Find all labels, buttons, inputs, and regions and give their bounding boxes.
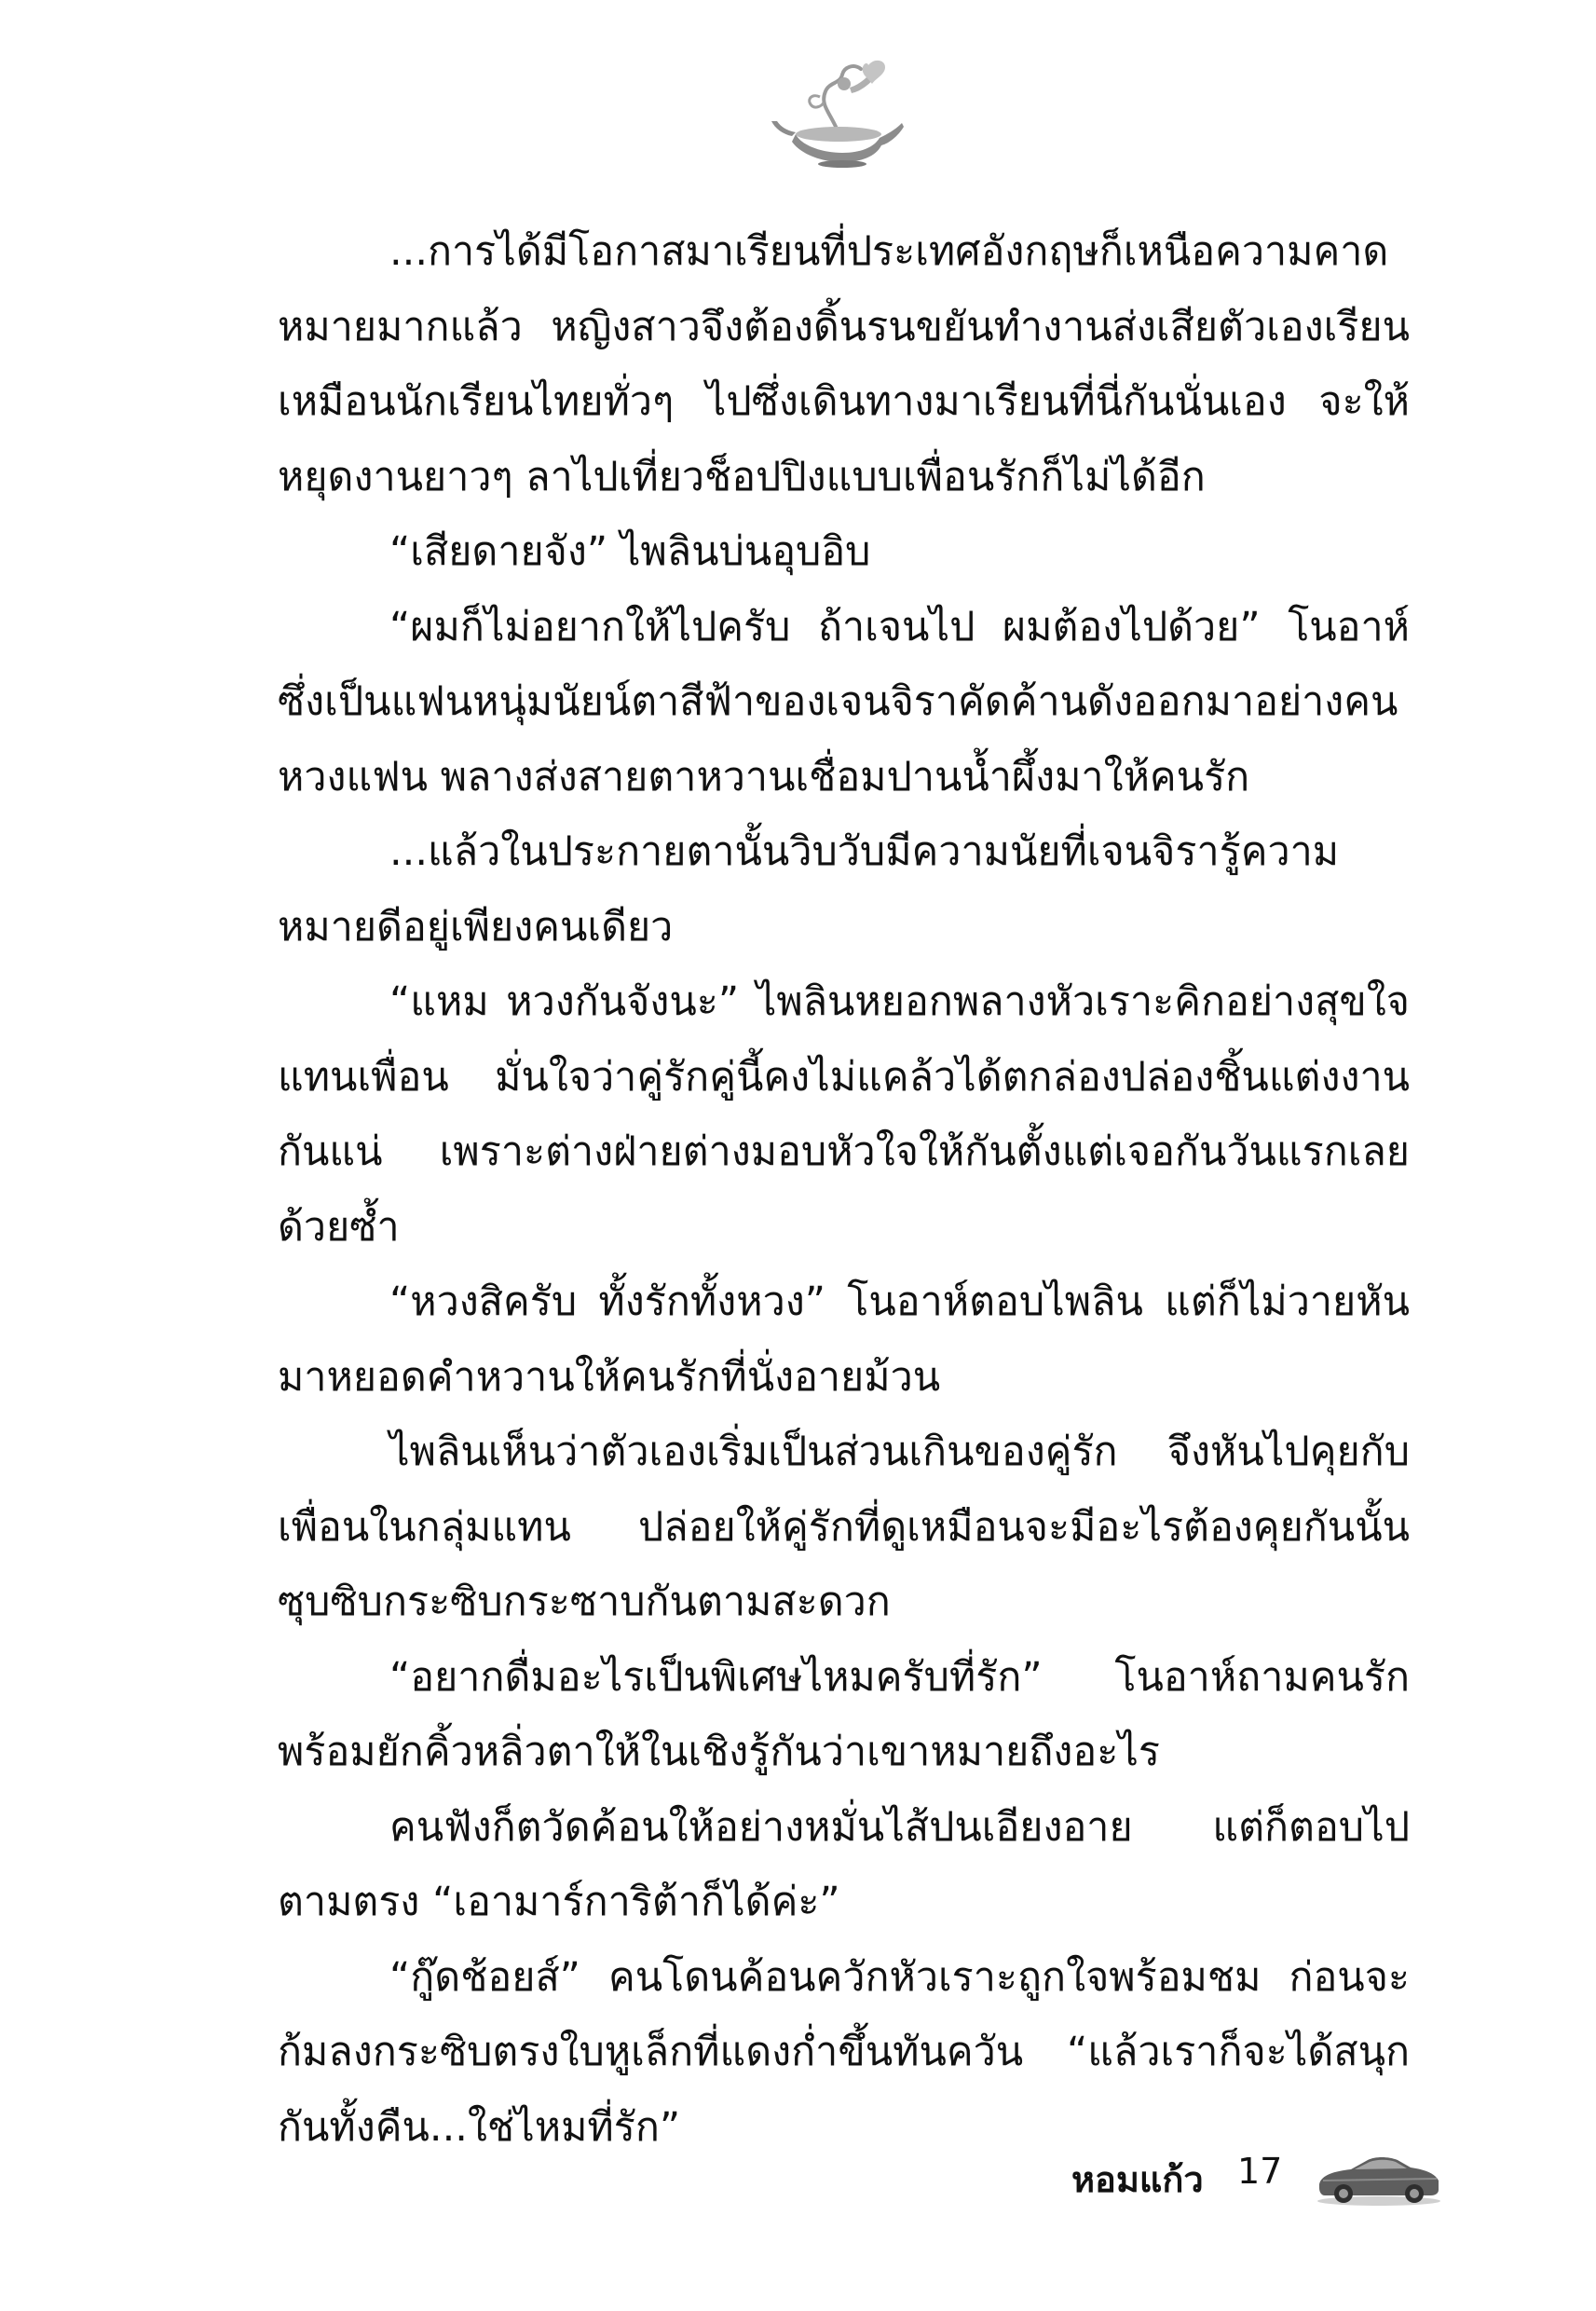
paragraph: ไพลินเห็นว่าตัวเองเริ่มเป็นส่วนเกินของคู่รัก จึงหันไปคุยกับเพื่อนในกลุ่มแทน ปล่อยให้คู่รักที่ดูเหมือนจะมีอะไรต้องคุยกันนั้น ซุบซิบกระซิบกระซาบกันตามสะดวก xyxy=(278,1429,1410,1625)
page-number: 17 xyxy=(1237,2151,1283,2192)
paragraph: “หวงสิครับ ทั้งรักทั้งหวง” โนอาห์ตอบไพลิน แต่ก็ไม่วายหันมาหยอดคำหวานให้คนรักที่นั่งอายม้วน xyxy=(278,1279,1410,1401)
paragraph: คนฟังก็ตวัดค้อนให้อย่างหมั่นไส้ปนเอียงอาย แต่ก็ตอบไปตามตรง “เอามาร์การิต้าก็ได้ค่ะ” xyxy=(278,1803,1410,1925)
footer-book-title: หอมแก้ว xyxy=(1071,2159,1204,2200)
paragraph: ...แล้วในประกายตานั้นวิบวับมีความนัยที่เจนจิรารู้ความหมายดีอยู่เพียงคนเดียว xyxy=(278,828,1340,950)
page-footer xyxy=(1071,2134,1463,2218)
convertible-car-icon xyxy=(1314,2143,1444,2208)
paragraph: “เสียดายจัง” ไพลินบ่นอุบอิบ xyxy=(389,528,871,575)
paragraph: “แหม หวงกันจังนะ” ไพลินหยอกพลางหัวเราะคิกอย่างสุขใจแทนเพื่อน มั่นใจว่าคู่รักคู่นี้คงไม่แคล้วได้ตกล่องปล่องชิ้นแต่งงานกันแน่ เพราะต่างฝ่ายต่างมอบหัวใจให้กันตั้งแต่เจอกันวันแรกเลยด้วยซ้ำ xyxy=(278,978,1410,1251)
chapter-body xyxy=(278,214,1410,2165)
genie-lamp-ornament-icon xyxy=(764,56,913,168)
paragraph: “กู๊ดช้อยส์” คนโดนค้อนควักหัวเราะถูกใจพร้อมชม ก่อนจะก้มลงกระซิบตรงใบหูเล็กที่แดงก่ำขึ้นทันควัน “แล้วเราก็จะได้สนุกกันทั้งคืน...ใช่ไหมที่รัก” xyxy=(278,1953,1410,2151)
paragraph: ...การได้มีโอกาสมาเรียนที่ประเทศอังกฤษก็เหนือความคาดหมายมากแล้ว หญิงสาวจึงต้องดิ้นรนขยันทำงานส่งเสียตัวเองเรียนเหมือนนักเรียนไทยทั่วๆ ไปซึ่งเดินทางมาเรียนที่นี่กันนั่นเอง จะให้หยุดงานยาวๆ ลาไปเที่ยวช็อปปิงแบบเพื่อนรักก็ไม่ได้อีก xyxy=(278,228,1410,500)
paragraph: “อยากดื่มอะไรเป็นพิเศษไหมครับที่รัก” โนอาห์ถามคนรัก พร้อมยักคิ้วหลิ่วตาให้ในเชิงรู้กันว่าเขาหมายถึงอะไร xyxy=(278,1653,1410,1775)
paragraph: “ผมก็ไม่อยากให้ไปครับ ถ้าเจนไป ผมต้องไปด้วย” โนอาห์ซึ่งเป็นแฟนหนุ่มนัยน์ตาสีฟ้าของเจนจิราคัดค้านดังออกมาอย่างคนหวงแฟน พลางส่งสายตาหวานเชื่อมปานน้ำผึ้งมาให้คนรัก xyxy=(278,603,1410,800)
